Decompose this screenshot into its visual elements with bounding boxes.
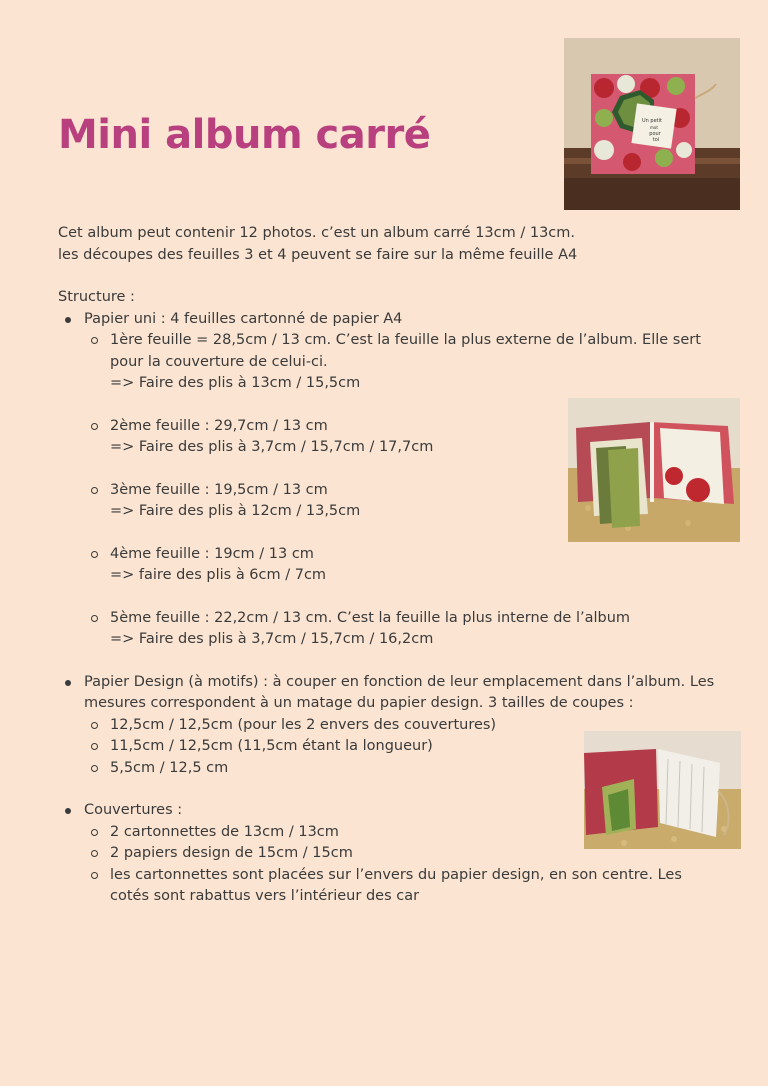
section-label: Papier Design (à motifs) : à couper en fonction de leur emplacement dans l’album. Les mesures correspondent à un matage du papier design. 3 tailles de coupes :: [84, 673, 715, 711]
cover-text-line: mot: [650, 125, 658, 130]
sheet-folds: => Faire des plis à 13cm / 15,5cm: [110, 375, 361, 391]
list-item: [84, 480, 718, 544]
section-label: Couvertures :: [84, 802, 183, 818]
list-item: [58, 309, 718, 672]
sheet-dimensions: 4ème feuille : 19cm / 13 cm: [110, 545, 314, 562]
list-item: [84, 416, 718, 480]
cover-text-line: toi: [652, 137, 660, 143]
intro-line: Cet album peut contenir 12 photos. c’est un album carré 13cm / 13cm.: [58, 225, 576, 241]
list-item: les cartonnettes sont placées sur l’envers du papier design, en son centre. Les cotés sont rabattus vers l’intérieur des car: [84, 865, 718, 908]
sheet-dimensions: 5ème feuille : 22,2cm / 13 cm. C’est la feuille la plus interne de l’album: [110, 609, 631, 626]
list-item: [84, 608, 718, 651]
list-item: 5,5cm / 12,5 cm: [84, 758, 718, 780]
section-label: Papier uni : 4 feuilles cartonné de papier A4: [84, 310, 403, 327]
sublist: [84, 330, 718, 651]
cover-text-line: Un petit: [642, 118, 662, 124]
sublist: [84, 715, 718, 780]
structure-list: [58, 309, 718, 908]
sheet-dimensions: 3ème feuille : 19,5cm / 13 cm: [110, 481, 328, 498]
list-item: 2 cartonnettes de 13cm / 13cm: [84, 822, 718, 844]
list-item: [84, 544, 718, 608]
sheet-folds: => Faire des plis à 3,7cm / 15,7cm / 16,2cm: [110, 631, 434, 647]
sheet-dimensions: 1ère feuille = 28,5cm / 13 cm. C’est la feuille la plus externe de l’album. Elle sert pour la couverture de celui-ci.: [110, 332, 701, 370]
list-item: 12,5cm / 12,5cm (pour les 2 envers des couvertures): [84, 715, 718, 737]
list-item: [58, 800, 718, 908]
document-body: [58, 223, 718, 908]
sheet-folds: => Faire des plis à 12cm / 13,5cm: [110, 503, 361, 519]
sheet-folds: => faire des plis à 6cm / 7cm: [110, 567, 327, 583]
sheet-dimensions: 2ème feuille : 29,7cm / 13 cm: [110, 417, 328, 434]
intro-line: les découpes des feuilles 3 et 4 peuvent se faire sur la même feuille A4: [58, 246, 578, 263]
cover-text-line: pour: [649, 131, 661, 137]
list-item: [58, 672, 718, 801]
page-title: Mini album carré: [58, 112, 431, 158]
album-cover-photo: [564, 38, 740, 210]
list-item: 2 papiers design de 15cm / 15cm: [84, 843, 718, 865]
list-item: 11,5cm / 12,5cm (11,5cm étant la longueur): [84, 736, 718, 758]
list-item: [84, 330, 718, 416]
structure-label: Structure :: [58, 289, 135, 305]
sheet-folds: => Faire des plis à 3,7cm / 15,7cm / 17,7cm: [110, 439, 434, 455]
sublist: [84, 822, 718, 908]
